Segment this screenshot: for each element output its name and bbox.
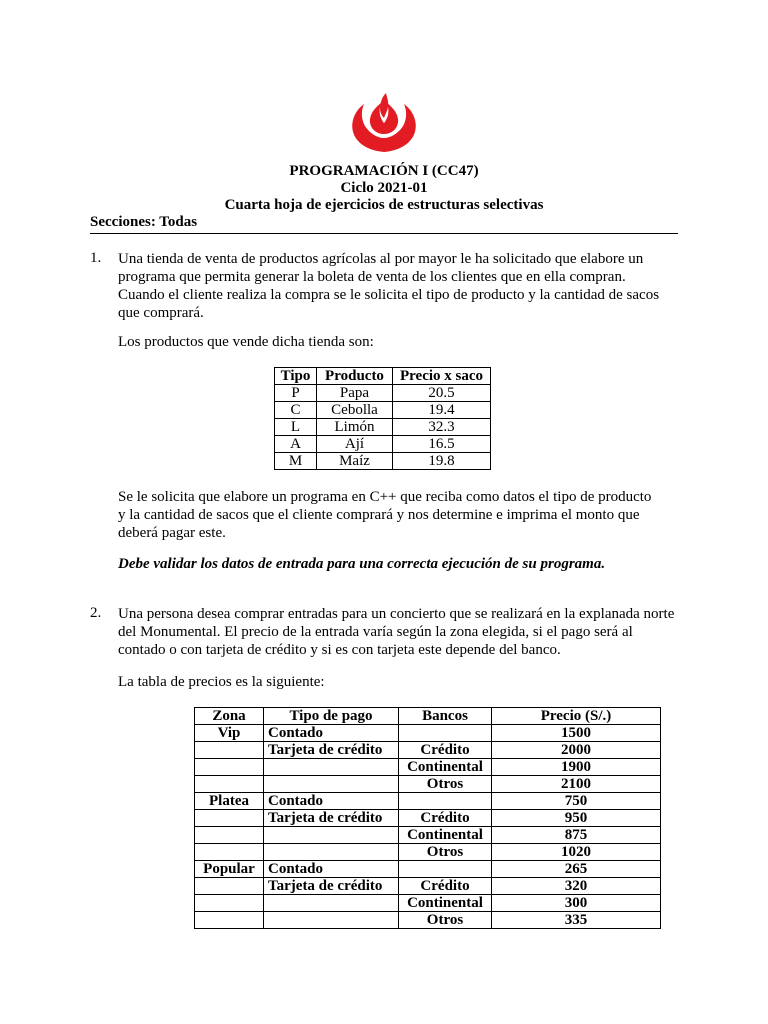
table-cell <box>195 878 264 895</box>
exercise-2-intro-line: contado o con tarjeta de crédito y si es con tarjeta este depende del banco. <box>118 642 561 658</box>
table-cell: 1900 <box>492 759 661 776</box>
table-cell: Vip <box>195 725 264 742</box>
table-cell <box>264 844 399 861</box>
table-cell: 300 <box>492 895 661 912</box>
table-row <box>195 844 661 861</box>
table-cell: 19.4 <box>393 402 491 419</box>
ticket-prices-table <box>194 707 661 929</box>
table-row <box>195 793 661 810</box>
university-flame-logo <box>331 92 437 154</box>
table-cell: 1500 <box>492 725 661 742</box>
course-title: PROGRAMACIÓN I (CC47) <box>289 163 479 179</box>
exercise-2-intro <box>118 605 678 659</box>
table-cell: Contado <box>264 793 399 810</box>
table-cell: Papa <box>317 385 393 402</box>
table-row <box>195 895 661 912</box>
table-header: Zona <box>195 708 264 725</box>
table-cell <box>195 759 264 776</box>
exercise-2-number: 2. <box>90 605 102 621</box>
table-header: Producto <box>317 368 393 385</box>
table-cell: 1020 <box>492 844 661 861</box>
table-cell: 32.3 <box>393 419 491 436</box>
table-row <box>275 385 491 402</box>
table-cell <box>399 793 492 810</box>
exercise-2-intro-line: del Monumental. El precio de la entrada varía según la zona elegida, si el pago será al <box>118 624 633 640</box>
table-cell <box>195 895 264 912</box>
table-cell: A <box>275 436 317 453</box>
exercise-1-intro-line: programa que permita generar la boleta de venta de los clientes que en ella compran. <box>118 269 626 285</box>
table-header: Precio (S/.) <box>492 708 661 725</box>
table-cell <box>264 776 399 793</box>
table-cell: Contado <box>264 725 399 742</box>
table-cell: Popular <box>195 861 264 878</box>
table-cell: 750 <box>492 793 661 810</box>
table-row <box>195 776 661 793</box>
table-row <box>195 827 661 844</box>
table-cell: Continental <box>399 759 492 776</box>
table-header: Precio x saco <box>393 368 491 385</box>
table-cell <box>264 895 399 912</box>
table-cell: 20.5 <box>393 385 491 402</box>
table-cell <box>195 827 264 844</box>
table-cell: 950 <box>492 810 661 827</box>
exercise-1-intro <box>118 250 678 322</box>
sections-label: Secciones: Todas <box>90 214 198 230</box>
table-cell: Otros <box>399 776 492 793</box>
table-cell: 2000 <box>492 742 661 759</box>
table-cell: 265 <box>492 861 661 878</box>
table-cell: Cebolla <box>317 402 393 419</box>
products-table <box>274 367 491 470</box>
table-cell <box>195 912 264 929</box>
table-row <box>275 436 491 453</box>
table-header: Tipo <box>275 368 317 385</box>
table-cell <box>264 827 399 844</box>
header-divider <box>90 233 678 234</box>
table-cell: P <box>275 385 317 402</box>
table-cell: Otros <box>399 912 492 929</box>
prices-intro: La tabla de precios es la siguiente: <box>118 674 325 690</box>
table-cell: Platea <box>195 793 264 810</box>
table-cell: 16.5 <box>393 436 491 453</box>
sheet-title: Cuarta hoja de ejercicios de estructuras selectivas <box>224 197 544 213</box>
table-cell: M <box>275 453 317 470</box>
table-cell: Crédito <box>399 878 492 895</box>
table-cell <box>264 759 399 776</box>
table-cell: Continental <box>399 827 492 844</box>
table-cell <box>195 810 264 827</box>
table-cell: Ají <box>317 436 393 453</box>
table-row <box>275 453 491 470</box>
table-cell: Limón <box>317 419 393 436</box>
table-cell: Tarjeta de crédito <box>264 742 399 759</box>
exercise-1-intro-line: Cuando el cliente realiza la compra se le solicita el tipo de producto y la cantidad de sacos <box>118 287 660 303</box>
table-row <box>195 759 661 776</box>
table-row <box>195 912 661 929</box>
exercise-1-intro-line: que comprará. <box>118 305 204 321</box>
table-cell: Tarjeta de crédito <box>264 878 399 895</box>
table-cell: L <box>275 419 317 436</box>
table-row <box>195 742 661 759</box>
exercise-2-intro-line: Una persona desea comprar entradas para un concierto que se realizará en la explanada norte <box>118 606 675 622</box>
table-cell: Tarjeta de crédito <box>264 810 399 827</box>
table-cell: 335 <box>492 912 661 929</box>
table-cell <box>195 844 264 861</box>
table-cell: Contado <box>264 861 399 878</box>
table-row <box>195 725 661 742</box>
products-intro: Los productos que vende dicha tienda son: <box>118 334 374 350</box>
exercise-1-intro-line: Una tienda de venta de productos agrícolas al por mayor le ha solicitado que elabore un <box>118 251 644 267</box>
table-cell: Otros <box>399 844 492 861</box>
table-header-row <box>275 368 491 385</box>
table-cell: Continental <box>399 895 492 912</box>
table-cell: C <box>275 402 317 419</box>
table-cell: Crédito <box>399 810 492 827</box>
table-row <box>275 402 491 419</box>
table-cell <box>264 912 399 929</box>
table-cell: 320 <box>492 878 661 895</box>
exercise-1-request-line: deberá pagar este. <box>118 525 226 541</box>
table-cell: 2100 <box>492 776 661 793</box>
exercise-1-request-line: y la cantidad de sacos que el cliente comprará y nos determine e imprima el monto que <box>118 507 640 523</box>
exercise-1-request <box>118 488 678 542</box>
table-row <box>275 419 491 436</box>
exercise-1-number: 1. <box>90 250 102 266</box>
table-cell: 875 <box>492 827 661 844</box>
table-cell <box>195 776 264 793</box>
table-cell <box>399 861 492 878</box>
table-header: Bancos <box>399 708 492 725</box>
table-row <box>195 861 661 878</box>
table-row <box>195 810 661 827</box>
table-cell <box>195 742 264 759</box>
table-row <box>195 878 661 895</box>
table-header: Tipo de pago <box>264 708 399 725</box>
cycle-label: Ciclo 2021-01 <box>340 180 428 196</box>
table-cell <box>399 725 492 742</box>
exercise-1-request-line: Se le solicita que elabore un programa en C++ que reciba como datos el tipo de producto <box>118 489 652 505</box>
table-cell: Maíz <box>317 453 393 470</box>
table-header-row <box>195 708 661 725</box>
table-cell: 19.8 <box>393 453 491 470</box>
validation-note: Debe validar los datos de entrada para una correcta ejecución de su programa. <box>118 556 606 572</box>
table-cell: Crédito <box>399 742 492 759</box>
